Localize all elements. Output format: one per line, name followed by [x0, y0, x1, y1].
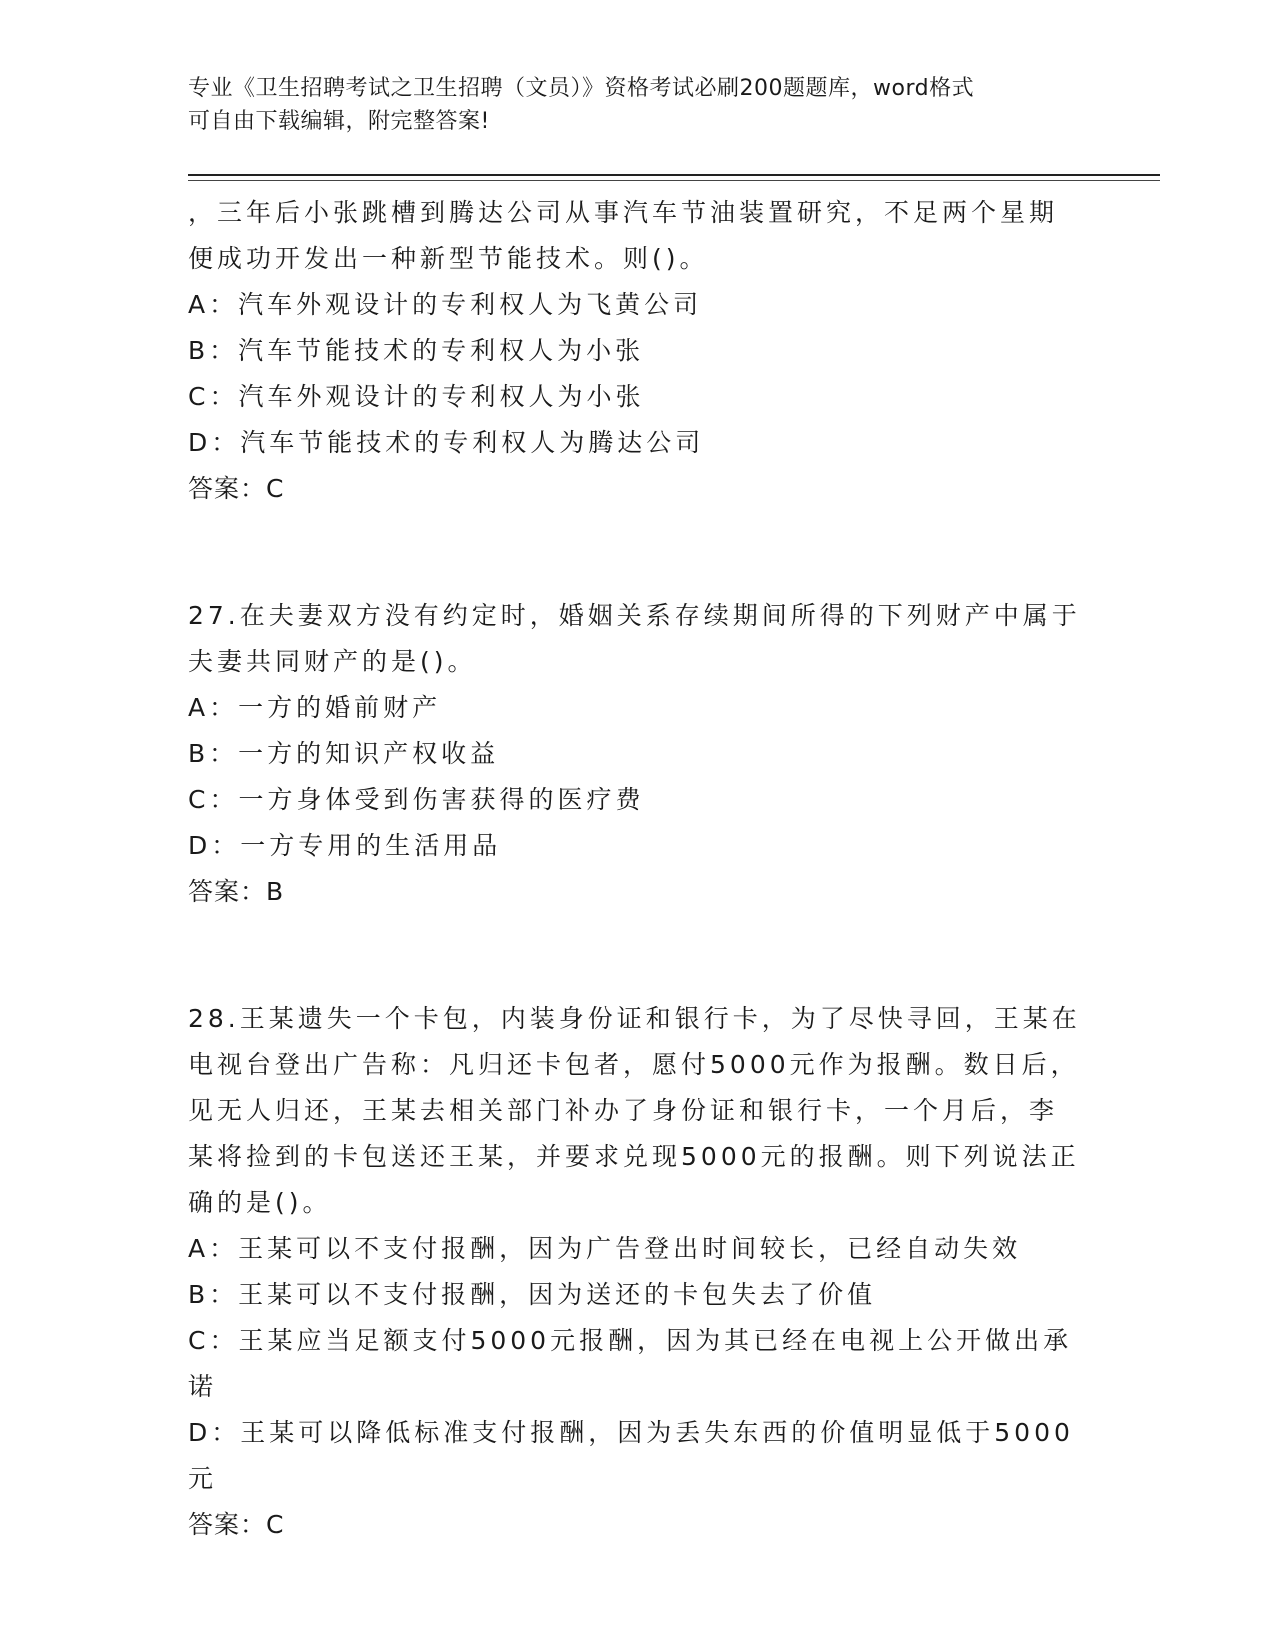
question-text-line: 27.在夫妻双方没有约定时，婚姻关系存续期间所得的下列财产中属于 — [188, 601, 1081, 630]
question-text-line: ，三年后小张跳槽到腾达公司从事汽车节油装置研究，不足两个星期 — [188, 198, 1059, 227]
document-header — [188, 72, 1068, 138]
question-text-line: 电视台登出广告称：凡归还卡包者，愿付5000元作为报酬。数日后， — [188, 1050, 1080, 1079]
answer: 答案：C — [188, 474, 285, 503]
question-text-line: 某将捡到的卡包送还王某，并要求兑现5000元的报酬。则下列说法正 — [188, 1142, 1080, 1171]
option-a: A：一方的婚前财产 — [188, 693, 442, 722]
option-c: C：汽车外观设计的专利权人为小张 — [188, 382, 645, 411]
question-text-line: 28.王某遗失一个卡包，内装身份证和银行卡，为了尽快寻回，王某在 — [188, 1004, 1081, 1033]
option-d-continuation: 元 — [188, 1464, 218, 1493]
header-divider-thin — [188, 180, 1160, 181]
question-spacer — [188, 512, 1088, 593]
question-27 — [188, 593, 1088, 915]
header-line-2: 可自由下载编辑，附完整答案! — [188, 109, 490, 134]
answer: 答案：B — [188, 877, 285, 906]
option-c: C：一方身体受到伤害获得的医疗费 — [188, 785, 645, 814]
question-28 — [188, 996, 1088, 1548]
question-spacer — [188, 915, 1088, 996]
question-text-line: 便成功开发出一种新型节能技术。则()。 — [188, 244, 709, 273]
header-divider-thick — [188, 174, 1160, 176]
option-b: B：一方的知识产权收益 — [188, 739, 500, 768]
option-b: B：汽车节能技术的专利权人为小张 — [188, 336, 645, 365]
question-text-line: 见无人归还，王某去相关部门补办了身份证和银行卡，一个月后，李 — [188, 1096, 1059, 1125]
question-text-line: 夫妻共同财产的是()。 — [188, 647, 477, 676]
answer: 答案：C — [188, 1510, 285, 1539]
question-26 — [188, 190, 1088, 512]
question-content — [188, 190, 1088, 1548]
option-c: C：王某应当足额支付5000元报酬，因为其已经在电视上公开做出承 — [188, 1326, 1073, 1355]
option-c-continuation: 诺 — [188, 1372, 218, 1401]
header-line-1: 专业《卫生招聘考试之卫生招聘（文员）》资格考试必刷200题题库，word格式 — [188, 76, 975, 101]
question-text-line: 确的是()。 — [188, 1188, 332, 1217]
option-a: A：汽车外观设计的专利权人为飞黄公司 — [188, 290, 703, 319]
option-d: D：王某可以降低标准支付报酬，因为丢失东西的价值明显低于5000 — [188, 1418, 1074, 1447]
option-b: B：王某可以不支付报酬，因为送还的卡包失去了价值 — [188, 1280, 877, 1309]
option-d: D：汽车节能技术的专利权人为腾达公司 — [188, 428, 705, 457]
option-a: A：王某可以不支付报酬，因为广告登出时间较长，已经自动失效 — [188, 1234, 1022, 1263]
option-d: D：一方专用的生活用品 — [188, 831, 502, 860]
